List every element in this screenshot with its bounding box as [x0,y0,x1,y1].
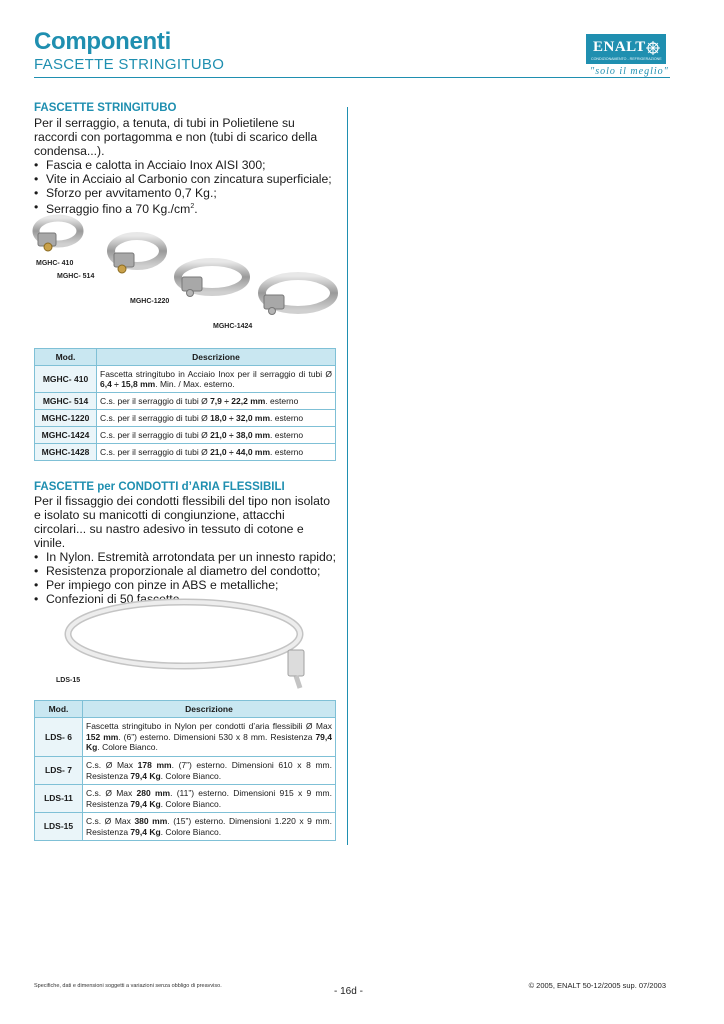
mghc-spec-table [34,348,336,461]
description-cell: Fascetta stringitubo in Acciaio Inox per il serraggio di tubi Ø 6,4 ÷ 15,8 mm. Min. / Max. esterno. [97,366,336,393]
page-number: - 16d - [334,986,363,997]
description-cell: C.s. per il serraggio di tubi Ø 7,9 ÷ 22,2 mm. esterno [97,393,336,410]
section-text-stringitubo [34,116,338,216]
description-cell: C.s. per il serraggio di tubi Ø 21,0 ÷ 44,0 mm. esterno [97,444,336,461]
description-cell: C.s. Ø Max 280 mm. (11”) esterno. Dimensioni 915 x 9 mm. Resistenza 79,4 Kg. Colore Bianco. [83,785,336,813]
table-row [35,427,336,444]
clamp-mghc-514 [111,236,163,273]
table-header-row [35,349,336,366]
footer-copyright: © 2005, ENALT 50-12/2005 sup. 07/2003 [528,981,666,990]
table-row [35,718,336,757]
description-cell: C.s. per il serraggio di tubi Ø 21,0 ÷ 38,0 mm. esterno [97,427,336,444]
description-cell: Fascetta stringitubo in Nylon per condotti d’aria flessibili Ø Max 152 mm. (6”) esterno. Dimensioni 530 x 8 mm. Resistenza 79,4 Kg. Colore Bianco. [83,718,336,757]
superscript: 2 [190,203,195,210]
list-item: • Resistenza proporzionale al diametro del condotto; [34,564,338,578]
section-text-condotti [34,494,338,606]
clamp-mghc-1424 [262,276,334,315]
table-row [35,813,336,841]
lds-spec-table [34,700,336,841]
figure-label-lds-15: LDS-15 [56,677,81,684]
table-row [35,366,336,393]
figure-label-mghc-1424: MGHC-1424 [213,323,253,330]
table-row [35,785,336,813]
nylon-strap-figure [58,592,318,692]
model-cell: LDS- 6 [35,718,83,757]
model-cell: LDS-15 [35,813,83,841]
list-item: • Sforzo per avvitamento 0,7 Kg.; [34,186,338,200]
column-divider [347,107,348,845]
list-item: • In Nylon. Estremità arrotondata per un innesto rapido; [34,550,338,564]
model-cell: MGHC- 514 [35,393,97,410]
list-item: • Vite in Acciaio al Carbonio con zincatura superficiale; [34,172,338,186]
model-cell: MGHC-1424 [35,427,97,444]
model-cell: MGHC-1428 [35,444,97,461]
list-item: • Per impiego con pinze in ABS e metalliche; [34,578,338,592]
header-divider [34,77,670,78]
table-row [35,757,336,785]
hose-clamps-figure [30,205,340,335]
strap-buckle [288,650,304,676]
model-cell: MGHC-1220 [35,410,97,427]
model-cell: MGHC- 410 [35,366,97,393]
figure-label-mghc-514: MGHC- 514 [57,273,95,280]
column-header-descrizione: Descrizione [97,349,336,366]
description-cell: C.s. Ø Max 178 mm. (7”) esterno. Dimensioni 610 x 8 mm. Resistenza 79,4 Kg. Colore Bianco. [83,757,336,785]
snowflake-sun-icon [645,40,661,56]
section-title-condotti: FASCETTE per CONDOTTI d’ARIA FLESSIBILI [34,481,285,493]
clamp-mghc-410 [36,218,80,251]
column-header-descrizione: Descrizione [83,701,336,718]
table-row [35,444,336,461]
section-title-stringitubo: FASCETTE STRINGITUBO [34,102,177,114]
model-cell: LDS-11 [35,785,83,813]
table-header-row [35,701,336,718]
column-header-mod: Mod. [35,349,97,366]
section-intro: Per il serraggio, a tenuta, di tubi in Polietilene su raccordi con portagomma e non (tubi di scarico della condensa...). [34,116,318,158]
description-cell: C.s. per il serraggio di tubi Ø 18,0 ÷ 32,0 mm. esterno [97,410,336,427]
figure-label-mghc-1220: MGHC-1220 [130,298,170,305]
table-row [35,410,336,427]
list-item: • Fascia e calotta in Acciaio Inox AISI 300; [34,158,338,172]
table-row [35,393,336,410]
footer-disclaimer: Specifiche, dati e dimensioni soggetti a variazioni senza obbligo di preavviso. [34,983,222,989]
page-title: Componenti [34,28,171,55]
clamp-mghc-1220 [178,262,246,297]
figure-label-mghc-410: MGHC- 410 [36,260,74,267]
list-item: • Confezioni di 50 fascette. [34,592,338,606]
logo-subtext: CONDIZIONAMENTO - REFRIGERAZIONE [591,57,662,61]
logo-text: ENALT [593,39,646,55]
column-header-mod: Mod. [35,701,83,718]
enalt-logo [586,34,666,64]
section-intro: Per il fissaggio dei condotti flessibili del tipo non isolato e isolato su manicotti di congiunzione, attacchi circolari... su nastro adesivo in tessuto di cotone e vinile. [34,494,331,550]
logo-slogan: "solo il meglio" [590,66,669,77]
description-cell: C.s. Ø Max 380 mm. (15”) esterno. Dimensioni 1.220 x 9 mm. Resistenza 79,4 Kg. Colore Bianco. [83,813,336,841]
page-subtitle: FASCETTE STRINGITUBO [34,56,225,73]
list-item: • Serraggio fino a 70 $Kg./cm^2$. [34,200,338,216]
model-cell: LDS- 7 [35,757,83,785]
